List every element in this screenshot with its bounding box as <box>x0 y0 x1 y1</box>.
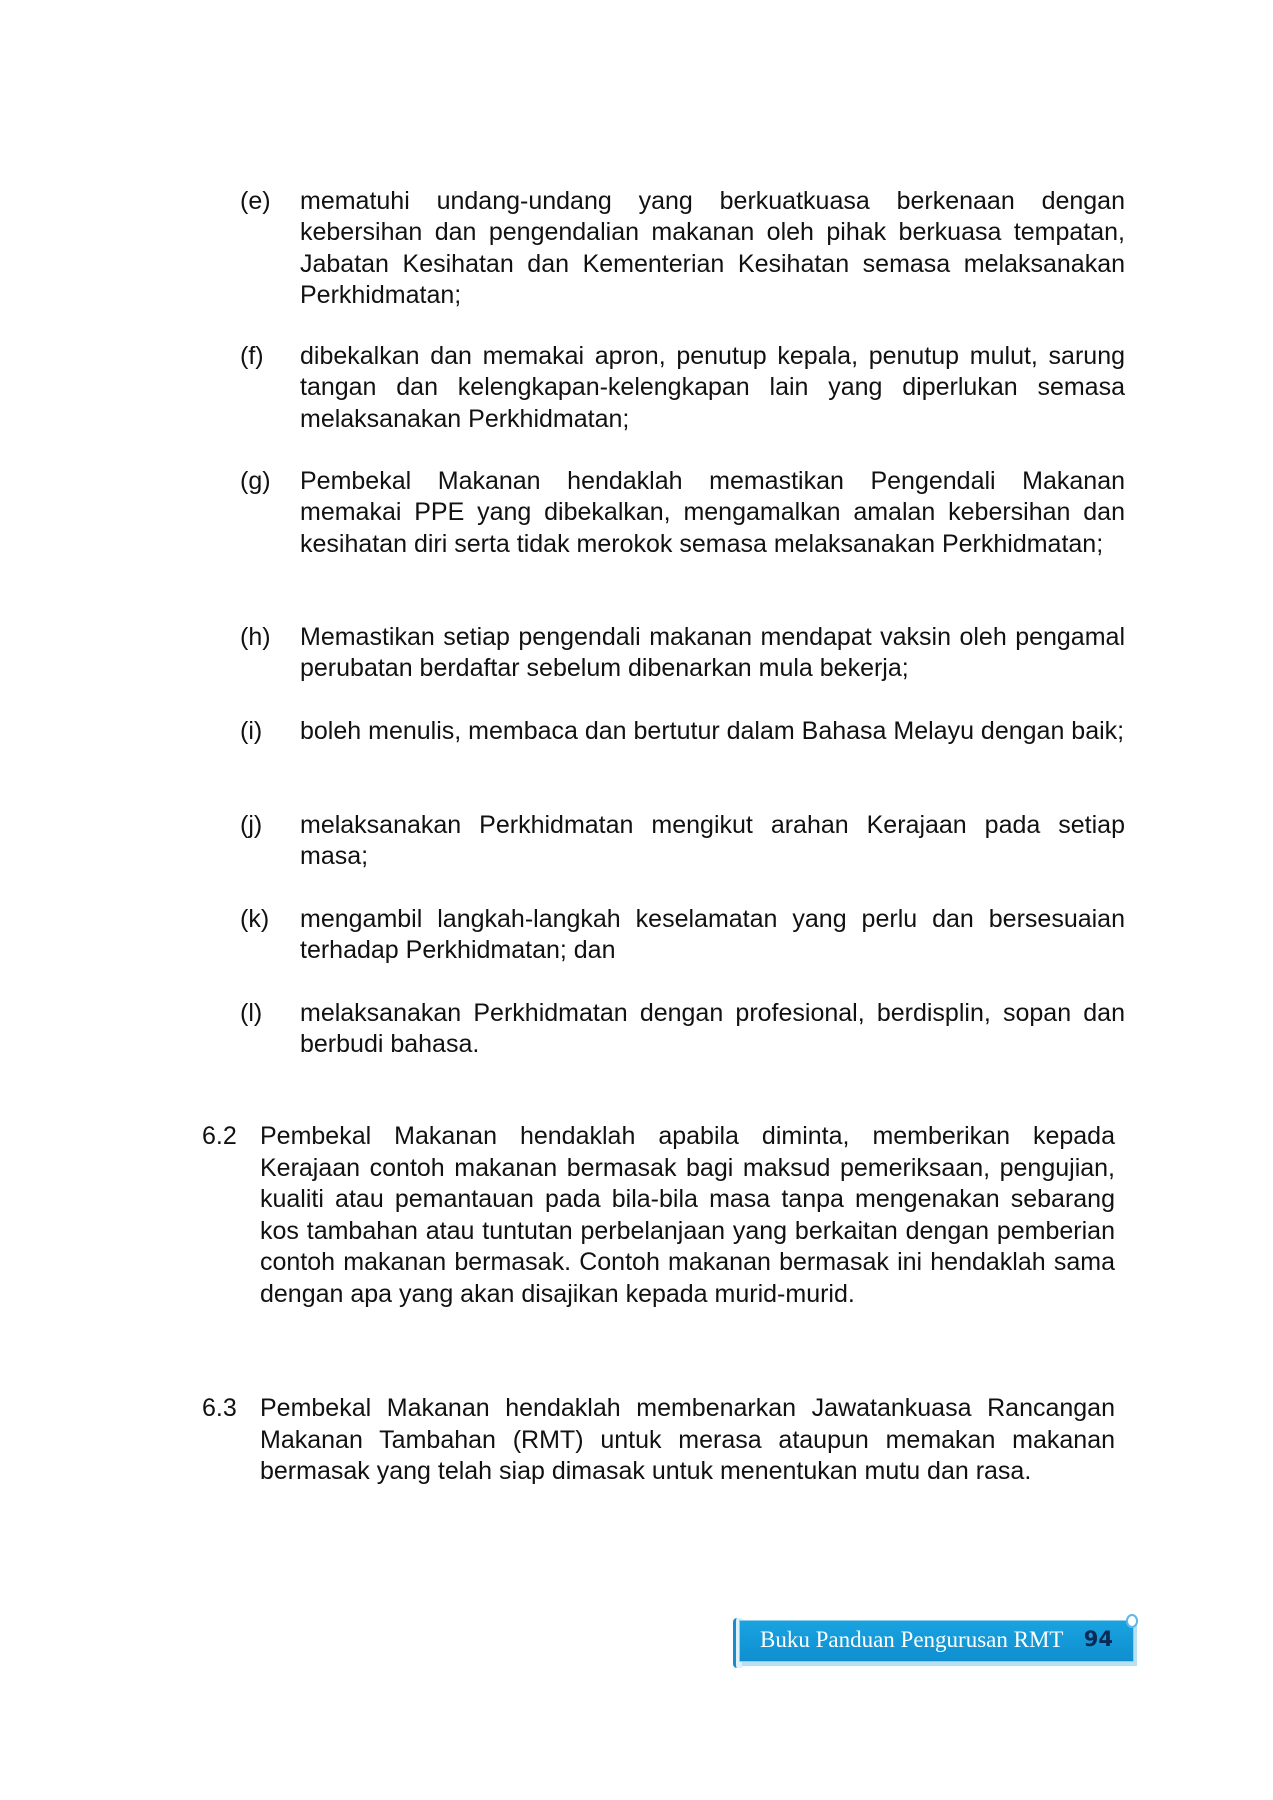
list-item-e <box>240 186 1125 311</box>
list-item-text: boleh menulis, membaca dan bertutur dalam Bahasa Melayu dengan baik; <box>300 717 1125 745</box>
list-item-text: mematuhi undang-undang yang berkuatkuasa berkenaan dengan kebersihan dan pengendalian makanan oleh pihak berkuasa tempatan, Jabatan Kesihatan dan Kementerian Kesihatan semasa melaksanakan Perkhidmatan; <box>300 187 1125 309</box>
list-item-label: (h) <box>240 623 271 651</box>
list-item-h <box>240 622 1125 685</box>
section-number: 6.2 <box>202 1122 237 1150</box>
list-item-i <box>240 716 1125 747</box>
list-item-label: (k) <box>240 905 270 933</box>
list-item-label: (j) <box>240 811 263 839</box>
list-item-l <box>240 998 1125 1061</box>
list-item-label: (e) <box>240 187 271 215</box>
footer-title: Buku Panduan Pengurusan RMT <box>760 1627 1064 1652</box>
list-item-text: Pembekal Makanan hendaklah memastikan Pengendali Makanan memakai PPE yang dibekalkan, mengamalkan amalan kebersihan dan kesihatan diri serta tidak merokok semasa melaksanakan Perkhidmatan; <box>300 467 1125 558</box>
section-text: Pembekal Makanan hendaklah membenarkan Jawatankuasa Rancangan Makanan Tambahan (RMT) untuk merasa ataupun memakan makanan bermasak yang telah siap dimasak untuk menentukan mutu dan rasa. <box>260 1394 1115 1486</box>
list-item-text: Memastikan setiap pengendali makanan mendapat vaksin oleh pengamal perubatan berdaftar sebelum dibenarkan mula bekerja; <box>300 623 1125 683</box>
list-item-label: (f) <box>240 342 264 370</box>
page-number: 94 <box>1083 1627 1113 1651</box>
section-6-2 <box>202 1121 1115 1311</box>
list-item-j <box>240 810 1125 873</box>
list-item-label: (i) <box>240 717 263 745</box>
footer-bar <box>739 1620 1134 1662</box>
list-item-g <box>240 466 1125 560</box>
section-text: Pembekal Makanan hendaklah apabila diminta, memberikan kepada Kerajaan contoh makanan bermasak bagi maksud pemeriksaan, pengujian, kualiti atau pemantauan pada bila-bila masa tanpa mengenakan sebarang kos tambahan atau tuntutan perbelanjaan yang berkaitan dengan pemberian contoh makanan bermasak. Contoh makanan bermasak ini hendaklah sama dengan apa yang akan disajikan kepada murid-murid. <box>260 1122 1115 1308</box>
section-number: 6.3 <box>202 1394 237 1422</box>
list-item-text: melaksanakan Perkhidmatan dengan profesional, berdisplin, sopan dan berbudi bahasa. <box>300 999 1125 1059</box>
list-item-label: (g) <box>240 467 271 495</box>
list-item-text: melaksanakan Perkhidmatan mengikut arahan Kerajaan pada setiap masa; <box>300 811 1125 871</box>
list-item-k <box>240 904 1125 967</box>
list-item-text: mengambil langkah-langkah keselamatan yang perlu dan bersesuaian terhadap Perkhidmatan; dan <box>300 905 1125 965</box>
list-item-f <box>240 341 1125 435</box>
section-6-3 <box>202 1393 1115 1488</box>
scroll-end-icon <box>1126 1614 1138 1628</box>
list-item-text: dibekalkan dan memakai apron, penutup kepala, penutup mulut, sarung tangan dan kelengkapan-kelengkapan lain yang diperlukan semasa melaksanakan Perkhidmatan; <box>300 342 1125 433</box>
footer-banner <box>733 1618 1140 1666</box>
list-item-label: (l) <box>240 999 263 1027</box>
